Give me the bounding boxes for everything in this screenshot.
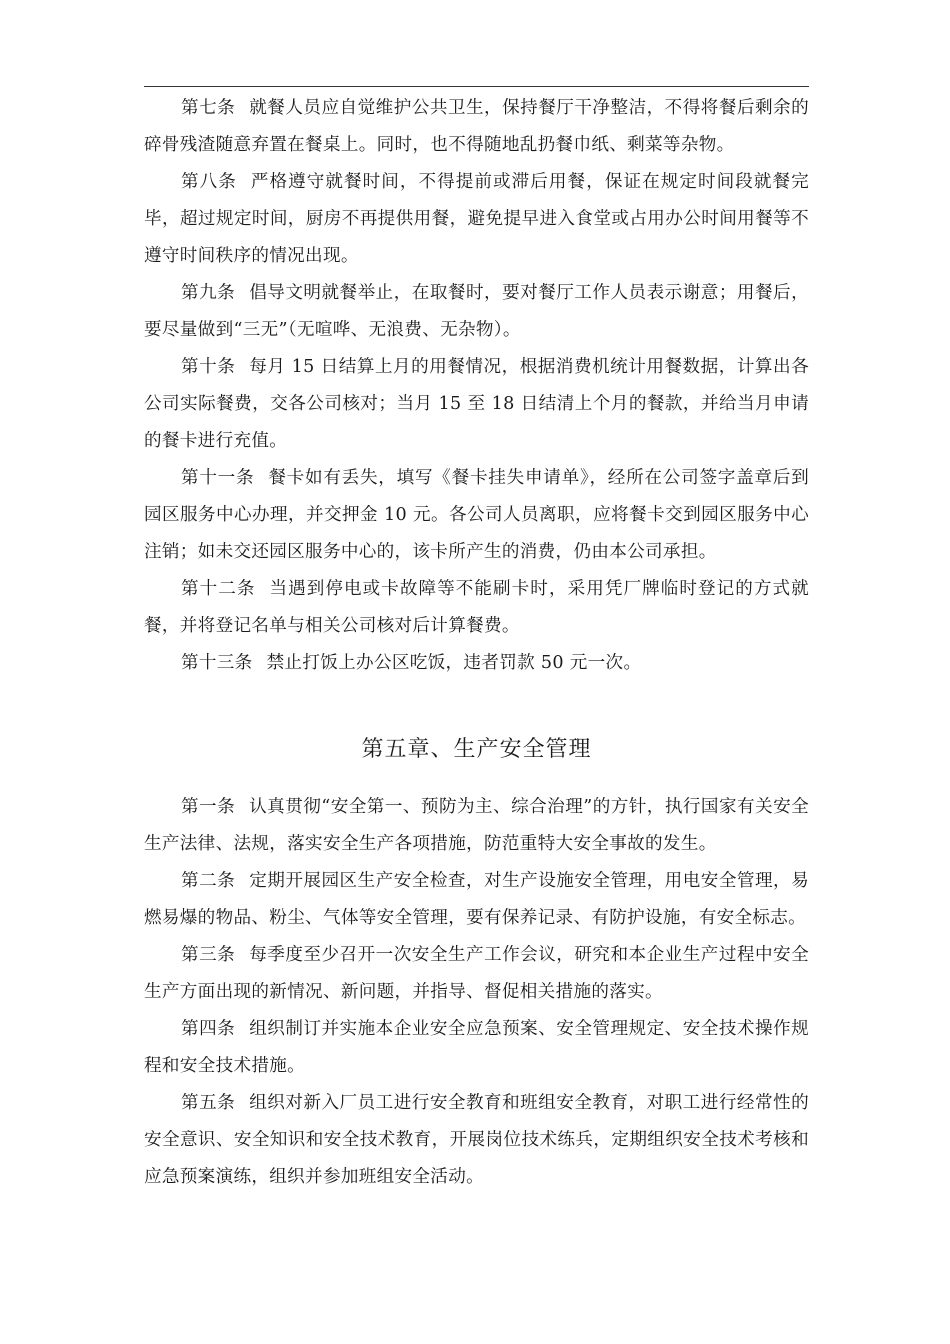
- article-number: 第五条: [181, 1093, 236, 1113]
- article-text: 组织制订并实施本企业安全应急预案、安全管理规定、安全技术操作规程和安全技术措施。: [144, 1019, 809, 1076]
- article-number: 第一条: [181, 797, 236, 817]
- article-text: 严格遵守就餐时间，不得提前或滞后用餐，保证在规定时间段就餐完毕，超过规定时间，厨房不再提供用餐，避免提早进入食堂或占用办公时间用餐等不遵守时间秩序的情况出现。: [144, 172, 809, 266]
- article-number: 第十条: [181, 357, 236, 377]
- dining-rules-section: [144, 90, 809, 682]
- article-paragraph: [144, 460, 809, 571]
- article-text: 餐卡如有丢失，填写《餐卡挂失申请单》，经所在公司签字盖章后到园区服务中心办理，并交押金 10 元。各公司人员离职，应将餐卡交到园区服务中心注销；如未交还园区服务中心的，该卡所产生的消费，仍由本公司承担。: [144, 468, 810, 562]
- article-number: 第二条: [181, 871, 236, 891]
- article-number: 第十二条: [181, 579, 256, 599]
- article-text: 定期开展园区生产安全检查，对生产设施安全管理，用电安全管理，易燃易爆的物品、粉尘、气体等安全管理，要有保养记录、有防护设施，有安全标志。: [144, 871, 809, 928]
- article-paragraph: [144, 164, 809, 275]
- article-text: 就餐人员应自觉维护公共卫生，保持餐厅干净整洁，不得将餐后剩余的碎骨残渣随意弃置在餐桌上。同时，也不得随地乱扔餐巾纸、剩菜等杂物。: [144, 98, 809, 155]
- article-number: 第九条: [181, 283, 236, 303]
- header-rule: [144, 86, 809, 87]
- article-paragraph: [144, 1085, 809, 1196]
- article-text: 每季度至少召开一次安全生产工作会议，研究和本企业生产过程中安全生产方面出现的新情况、新问题，并指导、督促相关措施的落实。: [144, 945, 809, 1002]
- article-paragraph: [144, 645, 809, 682]
- article-number: 第八条: [181, 172, 237, 192]
- article-paragraph: [144, 937, 809, 1011]
- safety-rules-section: [144, 789, 809, 1196]
- article-paragraph: [144, 90, 809, 164]
- article-text: 禁止打饭上办公区吃饭，违者罚款 50 元一次。: [266, 653, 642, 673]
- chapter-title: 第五章、生产安全管理: [361, 737, 592, 762]
- article-paragraph: [144, 275, 809, 349]
- article-paragraph: [144, 863, 809, 937]
- article-number: 第十三条: [181, 653, 253, 673]
- article-text: 组织对新入厂员工进行安全教育和班组安全教育，对职工进行经常性的安全意识、安全知识和安全技术教育，开展岗位技术练兵，定期组织安全技术考核和应急预案演练，组织并参加班组安全活动。: [144, 1093, 809, 1187]
- article-number: 第十一条: [181, 468, 255, 488]
- article-text: 倡导文明就餐举止，在取餐时，要对餐厅工作人员表示谢意；用餐后，要尽量做到“三无”（无喧哗、无浪费、无杂物）。: [144, 283, 809, 340]
- article-text: 认真贯彻“安全第一、预防为主、综合治理”的方针，执行国家有关安全生产法律、法规，落实安全生产各项措施，防范重特大安全事故的发生。: [144, 797, 810, 854]
- article-paragraph: [144, 571, 809, 645]
- article-paragraph: [144, 1011, 809, 1085]
- article-text: 每月 15 日结算上月的用餐情况，根据消费机统计用餐数据，计算出各公司实际餐费，交各公司核对；当月 15 至 18 日结清上个月的餐款，并给当月申请的餐卡进行充值。: [144, 357, 809, 451]
- article-number: 第四条: [181, 1019, 236, 1039]
- article-number: 第三条: [181, 945, 236, 965]
- article-number: 第七条: [181, 98, 236, 118]
- article-paragraph: [144, 349, 809, 460]
- article-paragraph: [144, 789, 809, 863]
- article-text: 当遇到停电或卡故障等不能刷卡时，采用凭厂牌临时登记的方式就餐，并将登记名单与相关公司核对后计算餐费。: [144, 579, 809, 636]
